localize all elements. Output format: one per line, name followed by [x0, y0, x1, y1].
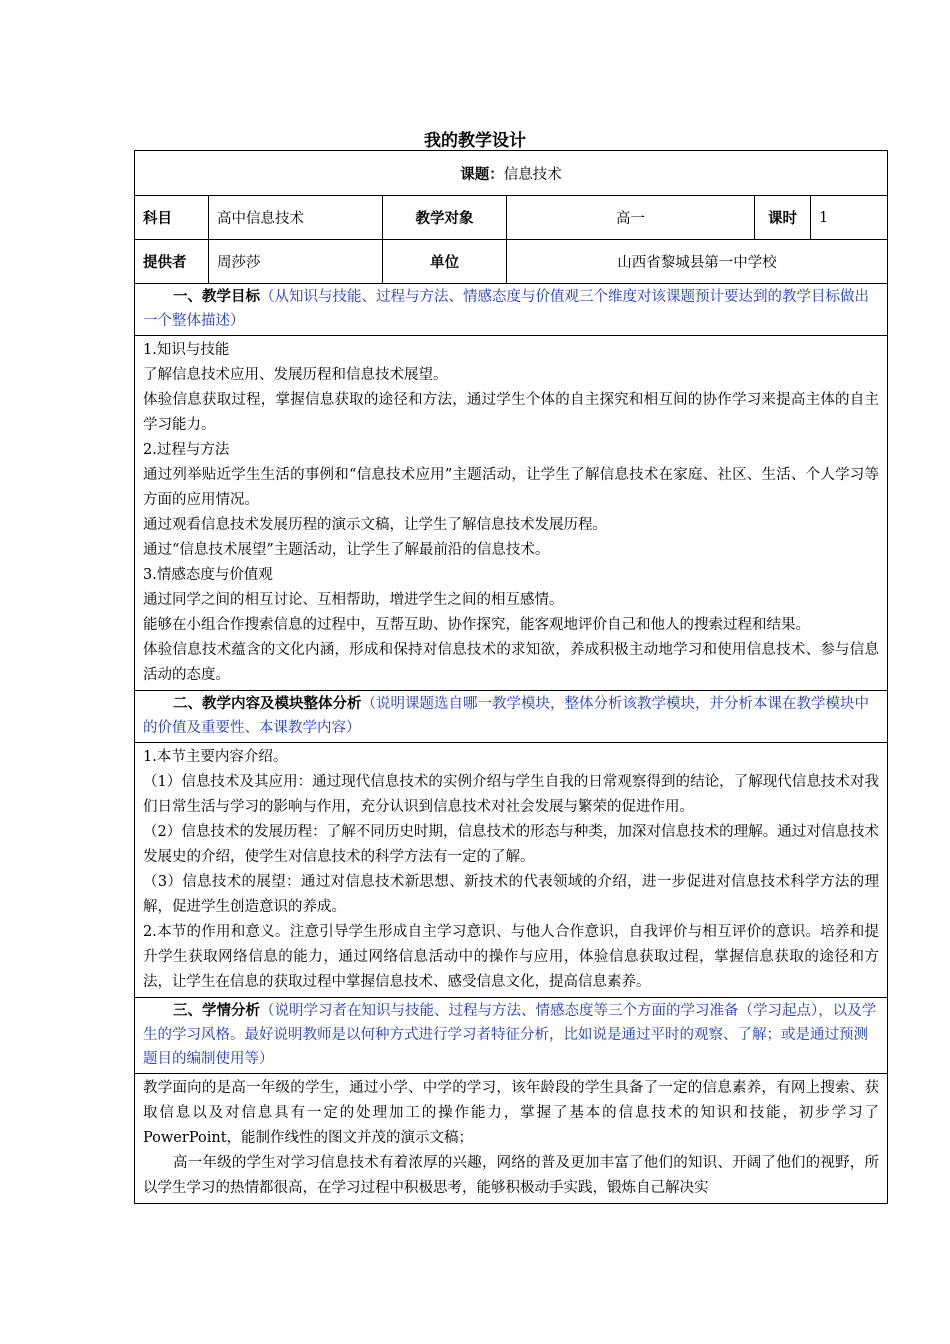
section1-body	[135, 336, 888, 691]
paragraph: （2）信息技术的发展历程：了解不同历史时期，信息技术的形态与种类，加深对信息技术的理解。通过对信息技术发展史的介绍，使学生对信息技术的科学方法有一定的了解。	[143, 824, 879, 865]
section1-header	[135, 284, 888, 336]
audience-value: 高一	[507, 196, 755, 240]
paragraph: 通过“信息技术展望”主题活动，让学生了解最前沿的信息技术。	[143, 542, 550, 558]
section3-body	[135, 1074, 888, 1204]
audience-label: 教学对象	[383, 196, 507, 240]
paragraph: 2.过程与方法	[143, 442, 230, 458]
lesson-plan-table	[134, 150, 888, 1204]
section2-note: （说明课题选自哪一教学模块，整体分析该教学模块，并分析本课在教学模块中的价值及重要性、本课教学内容）	[143, 696, 869, 736]
paragraph: 了解信息技术应用、发展历程和信息技术展望。	[143, 367, 448, 383]
paragraph: 3.情感态度与价值观	[143, 567, 273, 583]
section1-title: 一、教学目标	[173, 289, 260, 305]
section1-note: （从知识与技能、过程与方法、情感态度与价值观三个维度对该课题预计要达到的教学目标做出一个整体描述）	[143, 289, 869, 329]
provider-label: 提供者	[135, 240, 209, 284]
section3-header	[135, 998, 888, 1074]
paragraph: 通过同学之间的相互讨论、互相帮助，增进学生之间的相互感情。	[143, 592, 564, 608]
unit-label: 单位	[383, 240, 507, 284]
topic-label: 课题：	[460, 166, 504, 183]
paragraph: 能够在小组合作搜索信息的过程中，互帮互助、协作探究，能客观地评价自己和他人的搜索过程和结果。	[143, 617, 810, 633]
subject-value: 高中信息技术	[209, 196, 383, 240]
section3-title: 三、学情分析	[173, 1003, 260, 1019]
section3-note: （说明学习者在知识与技能、过程与方法、情感态度等三个方面的学习准备（学习起点），以及学生的学习风格。最好说明教师是以何种方式进行学习者特征分析，比如说是通过平时的观察、了解；或是通过预测题目的编制使用等）	[143, 1003, 877, 1067]
paragraph: 2.本节的作用和意义。注意引导学生形成自主学习意识、与他人合作意识，自我评价与相互评价的意识。培养和提升学生获取网络信息的能力，通过网络信息活动中的操作与应用，体验信息获取过程，掌握信息获取的途径和方法，让学生在信息的获取过程中掌握信息技术、感受信息文化，提高信息素养。	[143, 924, 879, 990]
paragraph: （3）信息技术的展望：通过对信息技术新思想、新技术的代表领域的介绍，进一步促进对信息技术科学方法的理解，促进学生创造意识的养成。	[143, 874, 879, 915]
section2-title: 二、教学内容及模块整体分析	[173, 696, 362, 712]
paragraph: 通过观看信息技术发展历程的演示文稿，让学生了解信息技术发展历程。	[143, 517, 607, 533]
section2-body	[135, 743, 888, 998]
topic-value: 信息技术	[503, 166, 562, 183]
paragraph: 体验信息技术蕴含的文化内涵，形成和保持对信息技术的求知欲，养成积极主动地学习和使用信息技术、参与信息活动的态度。	[143, 642, 879, 683]
unit-value: 山西省黎城县第一中学校	[507, 240, 888, 284]
hours-label: 课时	[755, 196, 811, 240]
paragraph: （1）信息技术及其应用：通过现代信息技术的实例介绍与学生自我的日常观察得到的结论，了解现代信息技术对我们日常生活与学习的影响与作用，充分认识到信息技术对社会发展与繁荣的促进作用。	[143, 774, 879, 815]
paragraph: 通过列举贴近学生生活的事例和“信息技术应用”主题活动，让学生了解信息技术在家庭、社区、生活、个人学习等方面的应用情况。	[143, 467, 879, 508]
page-title: 我的教学设计	[424, 131, 526, 151]
paragraph: 高一年级的学生对学习信息技术有着浓厚的兴趣，网络的普及更加丰富了他们的知识、开阔了他们的视野，所以学生学习的热情都很高，在学习过程中积极思考，能够积极动手实践，锻炼自己解决实	[143, 1155, 879, 1196]
paragraph: 教学面向的是高一年级的学生，通过小学、中学的学习，该年龄段的学生具备了一定的信息素养，有网上搜索、获取信息以及对信息具有一定的处理加工的操作能力，掌握了基本的信息技术的知识和技能，初步学习了 PowerPoint，能制作线性的图文并茂的演示文稿；	[143, 1080, 879, 1146]
provider-value: 周莎莎	[209, 240, 383, 284]
hours-value: 1	[811, 196, 888, 240]
paragraph: 1.本节主要内容介绍。	[143, 749, 288, 765]
paragraph: 1.知识与技能	[143, 342, 230, 358]
subject-label: 科目	[135, 196, 209, 240]
topic-cell	[135, 151, 888, 196]
section2-header	[135, 691, 888, 743]
paragraph: 体验信息获取过程，掌握信息获取的途径和方法，通过学生个体的自主探究和相互间的协作学习来提高主体的自主学习能力。	[143, 392, 879, 433]
